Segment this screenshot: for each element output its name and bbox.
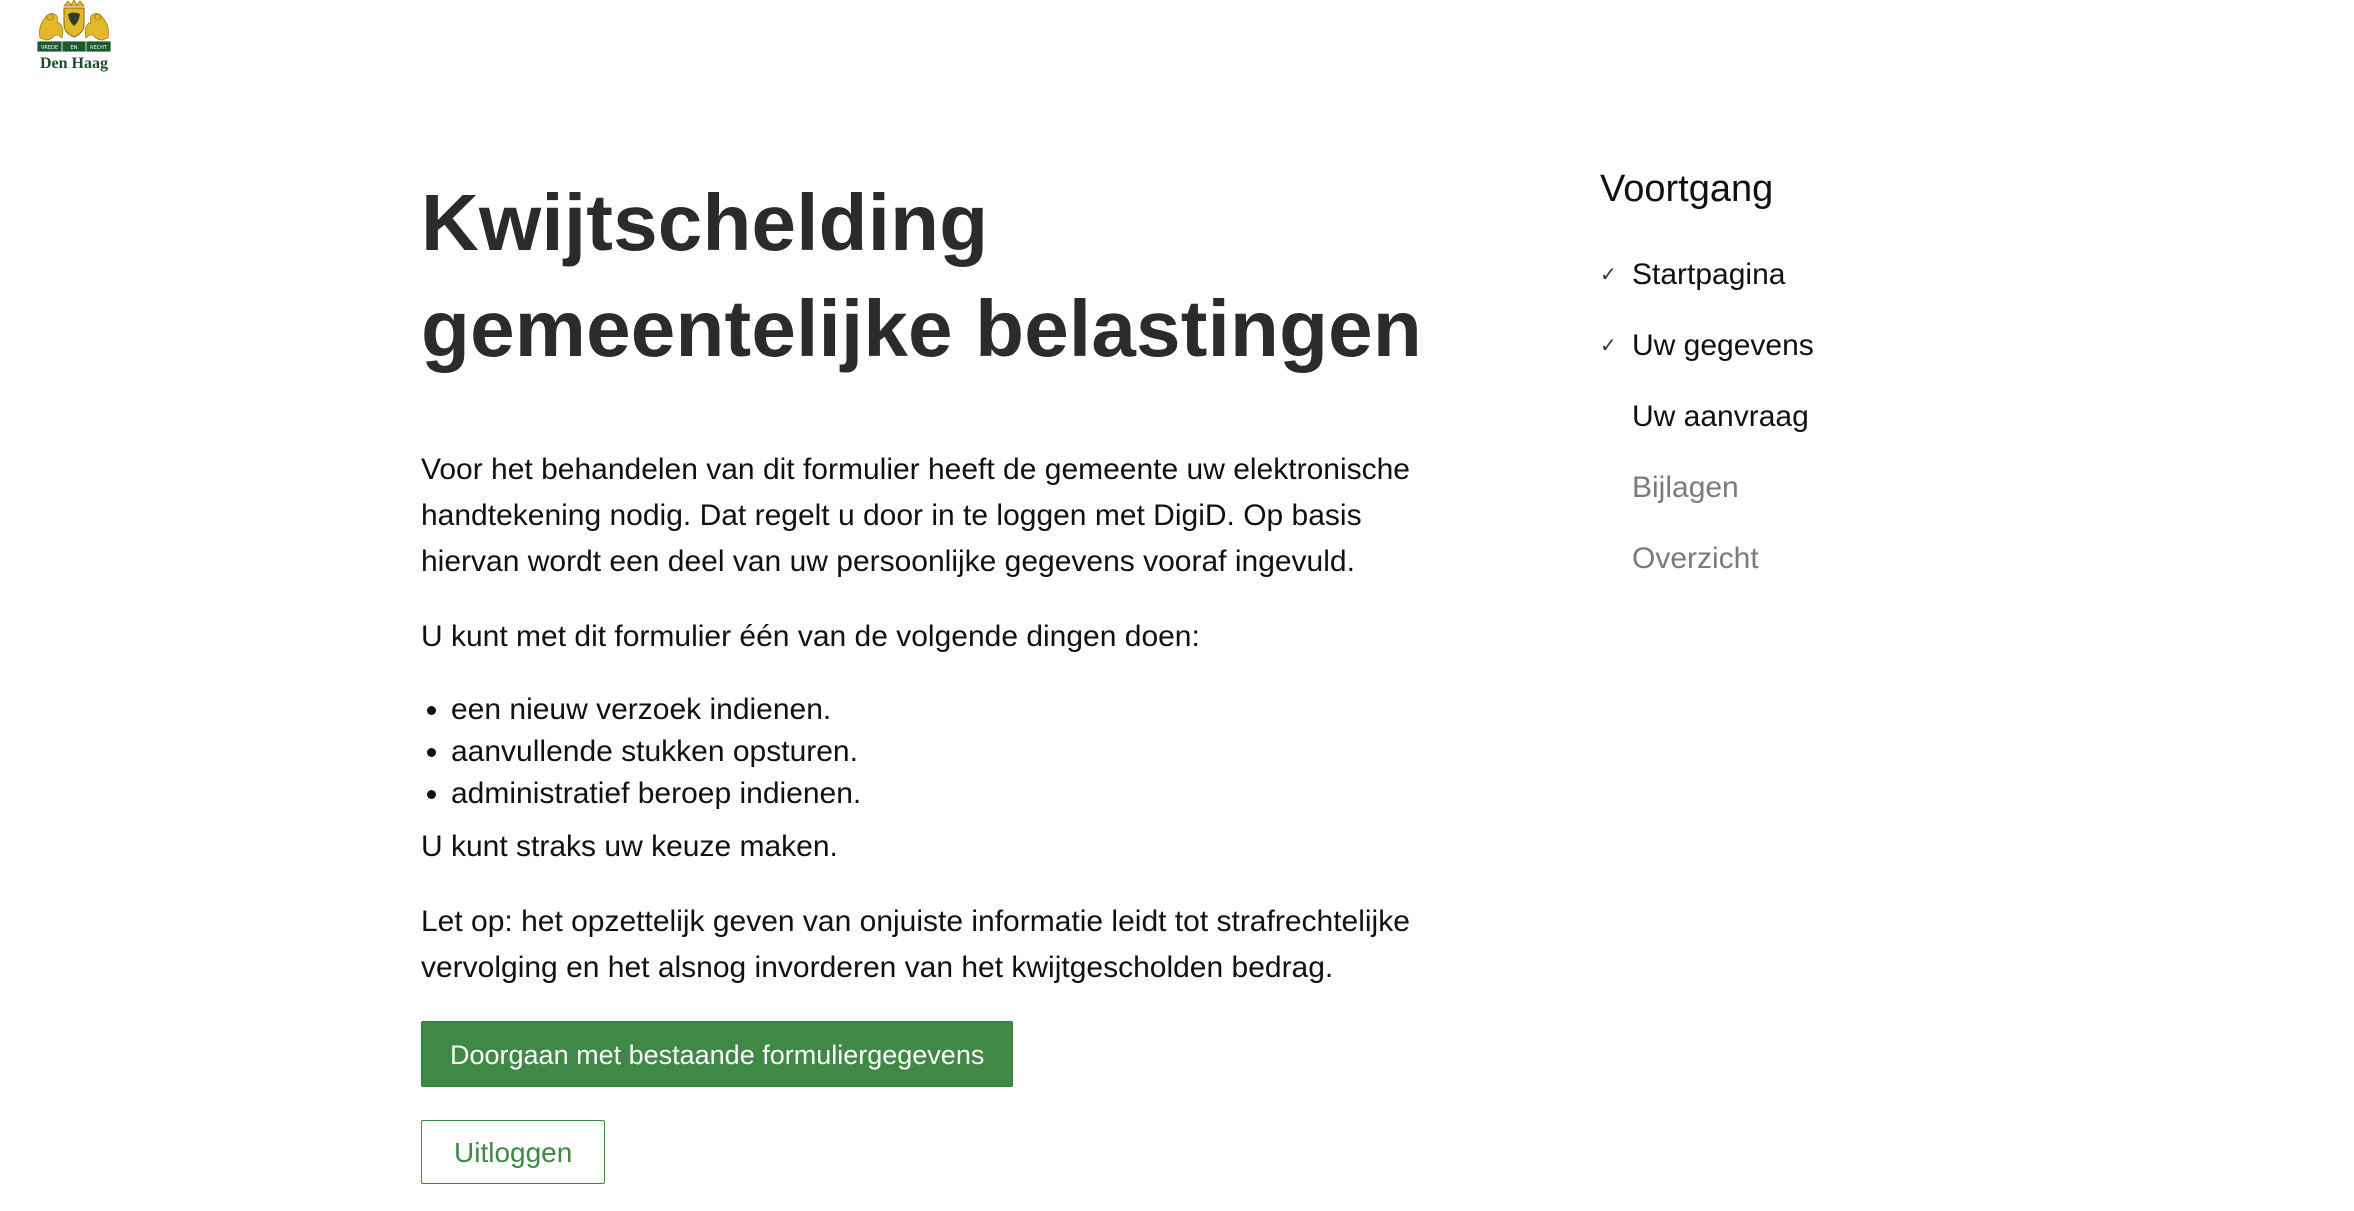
list-item: • aanvullende stukken opsturen. <box>451 731 1461 773</box>
svg-text:EN: EN <box>70 45 78 51</box>
logo-text: Den Haag <box>40 55 108 72</box>
step-overzicht <box>1600 523 2000 594</box>
step-label: Uw aanvraag <box>1632 399 1809 433</box>
checkmark-icon: ✓ <box>1600 264 1617 286</box>
step-label: Bijlagen <box>1632 470 1739 504</box>
step-startpagina[interactable] <box>1600 239 2000 310</box>
svg-text:VREDE: VREDE <box>40 45 59 51</box>
list-item: • een nieuw verzoek indienen. <box>451 689 1461 731</box>
step-uw-aanvraag <box>1600 381 2000 452</box>
den-haag-logo[interactable] <box>34 0 114 80</box>
step-uw-gegevens[interactable] <box>1600 310 2000 381</box>
step-bijlagen <box>1600 452 2000 523</box>
progress-panel <box>1600 163 2000 594</box>
choice-later-text: U kunt straks uw keuze maken. <box>421 830 838 863</box>
options-list <box>421 689 1461 815</box>
progress-title: Voortgang <box>1600 168 1774 210</box>
list-item: • administratief beroep indienen. <box>451 773 1461 815</box>
page-title: Kwijtschelding gemeentelijke belastingen <box>421 178 1422 373</box>
step-label: Startpagina <box>1632 257 1786 291</box>
checkmark-icon: ✓ <box>1600 335 1617 357</box>
svg-text:RECHT: RECHT <box>90 45 107 51</box>
step-label: Overzicht <box>1632 541 1759 575</box>
main-content <box>421 170 1461 1184</box>
continue-button[interactable]: Doorgaan met bestaande formuliergegevens <box>421 1021 1013 1087</box>
coat-of-arms-icon <box>35 0 113 54</box>
step-label: Uw gegevens <box>1632 328 1814 362</box>
warning-paragraph: Let op: het opzettelijk geven van onjuiste informatie leidt tot strafrechtelijke vervolging en het alsnog invorderen van het kwijtgescholden bedrag. <box>421 905 1410 984</box>
logout-button[interactable]: Uitloggen <box>421 1120 605 1184</box>
intro-paragraph: Voor het behandelen van dit formulier heeft de gemeente uw elektronische handtekening nodig. Dat regelt u door in te loggen met DigiD. Op basis hiervan wordt een deel van uw persoonlijke gegevens vooraf ingevuld. <box>421 453 1410 578</box>
choices-intro: U kunt met dit formulier één van de volgende dingen doen: <box>421 620 1200 653</box>
